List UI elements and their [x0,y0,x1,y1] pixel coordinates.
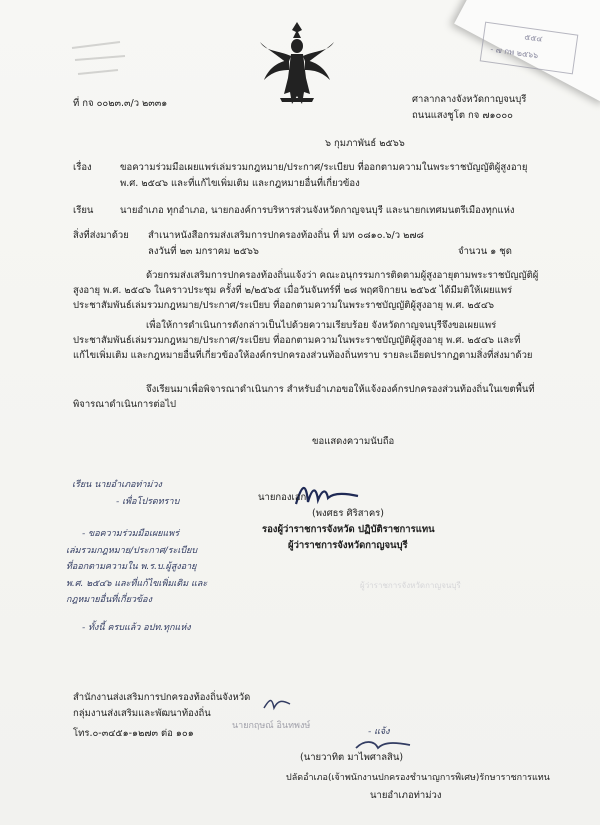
handwritten-note-1: เรียน นายอำเภอท่าม่วง [72,480,162,490]
attachment-quantity: จำนวน ๑ ชุด [458,246,512,257]
footer-group: กลุ่มงานส่งเสริมและพัฒนาท้องถิ่น [73,708,211,719]
recipient-text: นายอำเภอ ทุกอำเภอ, นายกองค์การบริหารส่วนจังหวัดกาญจนบุรี และนายกเทศมนตรีเมืองทุกแห่ง [120,205,515,216]
handwritten-note-5: ที่ออกตามความใน พ.ร.บ.ผู้สูงอายุ [66,562,197,572]
endorsement-mark: - แจ้ง [368,727,390,737]
signatory-name: (พงศธร ศิริสาคร) [312,508,384,519]
handwritten-note-3: - ขอความร่วมมือเผยแพร่ [82,529,180,539]
subject-line-2: พ.ศ. ๒๕๔๖ และที่แก้ไขเพิ่มเติม และกฎหมายอื่นที่เกี่ยวข้อง [120,178,360,189]
subject-line-1: ขอความร่วมมือเผยแพร่เล่มรวมกฎหมาย/ประกาศ/ระเบียบ ที่ออกตามความในพระราชบัญญัติผู้สูงอายุ [120,162,528,173]
subject-label: เรื่อง [73,162,92,173]
office-name: ศาลากลางจังหวัดกาญจนบุรี [412,94,527,105]
endorsement-name: (นายวาทิต มาไพศาลสิน) [300,752,404,763]
handwritten-note-4: เล่มรวมกฎหมาย/ประกาศ/ระเบียบ [66,546,198,556]
signatory-rank: นายกองเอก [258,492,307,503]
bleed-through-mark [70,40,130,85]
endorsement-title: ปลัดอำเภอ(เจ้าพนักงานปกครองชำนาญการพิเศษ)รักษาราชการแทน [286,773,550,783]
document-date: ๖ กุมภาพันธ์ ๒๕๖๖ [325,138,405,149]
paragraph-3: จึงเรียนมาเพื่อพิจารณาดำเนินการ สำหรับอำเภอขอให้แจ้งองค์กรปกครองส่วนท้องถิ่นในเขตพื้นที่พิจารณาดำเนินการต่อไป [73,384,535,410]
signatory-title-2: ผู้ว่าราชการจังหวัดกาญจนบุรี [288,540,408,551]
initial-signature-icon [262,696,292,712]
attachment-label: สิ่งที่ส่งมาด้วย [73,230,129,241]
recipient-label: เรียน [73,205,94,216]
bleed-through-text: ผู้ว่าราชการจังหวัดกาญจนบุรี [360,581,461,590]
attachment-line-1: สำเนาหนังสือกรมส่งเสริมการปกครองท้องถิ่น ที่ มท ๐๘๑๐.๖/ว ๒๗๘ [148,230,424,241]
office-street: ถนนแสงชูโต กจ ๗๑๐๐๐ [412,110,513,121]
attachment-line-2: ลงวันที่ ๒๓ มกราคม ๒๕๖๖ [148,246,259,257]
handwritten-note-2: - เพื่อโปรดทราบ [116,497,180,507]
garuda-emblem [258,20,336,108]
endorsement-office: นายอำเภอท่าม่วง [370,790,442,801]
stamp-number: ๕๕๔ [523,32,544,44]
signatory-title-1: รองผู้ว่าราชการจังหวัด ปฏิบัติราชการแทน [262,524,435,535]
handwritten-note-8: - ทั้งนี้ ครบแล้ว อปท.ทุกแห่ง [82,623,191,633]
endorsement-faded-name: นายกฤษณ์ อินทพงษ์ [232,721,311,731]
paragraph-2: เพื่อให้การดำเนินการดังกล่าวเป็นไปด้วยความเรียบร้อย จังหวัดกาญจนบุรีจึงขอเผยแพร่ประชาสัมพันธ์เล่มรวมกฎหมาย/ประกาศ/ระเบียบ ที่ออกตามความในพระราชบัญญัติผู้สูงอายุ พ.ศ. ๒๕๔๖ และที่แก้ไขเพิ่มเติม และกฎหมายอื่นที่เกี่ยวข้องให้องค์กรปกครองส่วนท้องถิ่นทราบ รายละเอียดปรากฏตามสิ่งที่ส่งมาด้วย [73,320,533,361]
closing-text: ขอแสดงความนับถือ [312,436,395,447]
stamp-date: - ๗ กพ ๒๕๖๖ [489,44,539,61]
footer-department: สำนักงานส่งเสริมการปกครองท้องถิ่นจังหวัด [73,692,251,703]
handwritten-note-7: กฎหมายอื่นที่เกี่ยวข้อง [66,595,152,605]
handwritten-note-6: พ.ศ. ๒๕๔๖ และที่แก้ไขเพิ่มเติม และ [66,579,208,589]
document-number: ที่ กจ ๐๐๒๓.๓/ว ๒๓๓๑ [73,98,168,109]
paragraph-1: ด้วยกรมส่งเสริมการปกครองท้องถิ่นแจ้งว่า คณะอนุกรรมการติดตามผู้สูงอายุตามพระราชบัญญัติผู้สูงอายุ พ.ศ. ๒๕๔๖ ในคราวประชุม ครั้งที่ ๒/๒๕๖๕ เมื่อวันจันทร์ที่ ๒๘ พฤศจิกายน ๒๕๖๕ ได้มีมติให้เผยแพร่ประชาสัมพันธ์เล่มรวมกฎหมาย/ประกาศ/ระเบียบ ที่ออกตามความในพระราชบัญญัติผู้สูงอายุ พ.ศ. ๒๕๔๖ [73,270,539,311]
footer-phone: โทร.๐-๓๔๕๑-๑๒๗๓ ต่อ ๑๐๑ [73,728,194,739]
